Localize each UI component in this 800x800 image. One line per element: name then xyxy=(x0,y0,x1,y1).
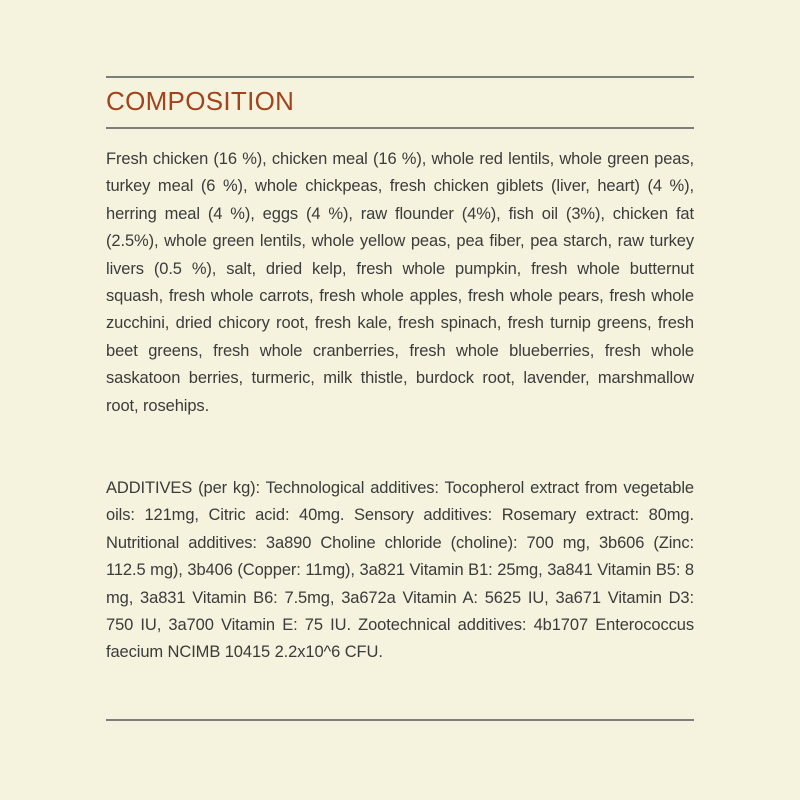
ingredients-paragraph: Fresh chicken (16 %), chicken meal (16 %), whole red lentils, whole green peas, turkey meal (6 %), whole chickpeas, fresh chicken giblets (liver, heart) (4 %), herring meal (4 %), eggs (4 %), raw flounder (4%), fish oil (3%), chicken fat (2.5%), whole green lentils, whole yellow peas, pea fiber, pea starch, raw turkey livers (0.5 %), salt, dried kelp, fresh whole pumpkin, fresh whole butternut squash, fresh whole carrots, fresh whole apples, fresh whole pears, fresh whole zucchini, dried chicory root, fresh kale, fresh spinach, fresh turnip greens, fresh beet greens, fresh whole cranberries, fresh whole blueberries, fresh whole saskatoon berries, turmeric, milk thistle, burdock root, lavender, marshmallow root, rosehips. xyxy=(106,150,694,415)
bottom-divider xyxy=(106,719,694,721)
title-divider xyxy=(106,127,694,129)
additives-paragraph: ADDITIVES (per kg): Technological additives: Tocopherol extract from vegetable oils: 121mg, Citric acid: 40mg. Sensory additives: Rosemary extract: 80mg. Nutritional additives: 3a890 Choline chloride (choline): 700 mg, 3b606 (Zinc: 112.5 mg), 3b406 (Copper: 11mg), 3a821 Vitamin B1: 25mg, 3a841 Vitamin B5: 8 mg, 3a831 Vitamin B6: 7.5mg, 3a672a Vitamin A: 5625 IU, 3a671 Vitamin D3: 750 IU, 3a700 Vitamin E: 75 IU. Zootechnical additives: 4b1707 Enterococcus faecium NCIMB 10415 2.2x10^6 CFU. xyxy=(106,479,694,662)
section-title: COMPOSITION xyxy=(106,86,295,116)
top-divider xyxy=(106,76,694,78)
